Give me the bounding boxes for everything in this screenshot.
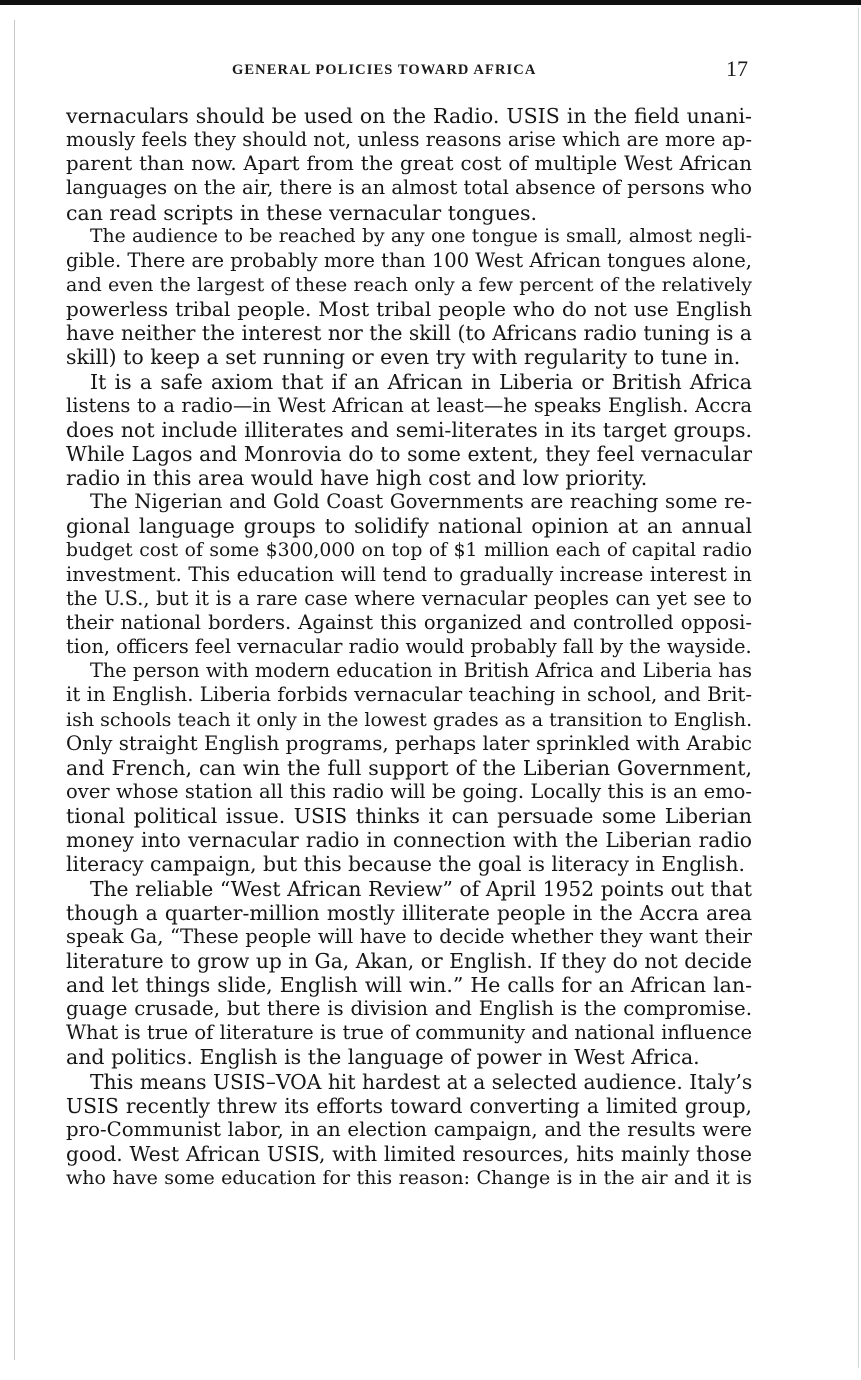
text-line: guage crusade, but there is division and English is the compromise.	[66, 997, 752, 1021]
text-line: have neither the interest nor the skill (to Africans radio tuning is a	[66, 321, 752, 346]
text-line: it in English. Liberia forbids vernacular teaching in school, and Brit-	[66, 683, 752, 707]
text-line: What is true of literature is true of community and national influence	[66, 1021, 752, 1045]
text-line: The audience to be reached by any one tongue is small, almost negli-	[90, 225, 752, 247]
text-line: gional language groups to solidify national opinion at an annual	[66, 514, 752, 539]
text-line: It is a safe axiom that if an African in Liberia or British Africa	[90, 369, 752, 394]
top-border-rule	[0, 0, 861, 5]
left-margin-rule	[14, 20, 15, 1360]
text-line: who have some education for this reason: Change is in the air and it is	[66, 1167, 752, 1190]
text-line: languages on the air, there is an almost total absence of persons who	[66, 176, 752, 200]
text-line: and French, can win the full support of the Liberian Government,	[66, 755, 752, 780]
text-line: listens to a radio—in West African at least—he speaks English. Accra	[66, 393, 752, 417]
text-line: literacy campaign, but this because the goal is literacy in English.	[66, 852, 745, 877]
text-line: mously feels they should not, unless reasons arise which are more ap-	[66, 128, 752, 152]
text-line: their national borders. Against this organized and controlled opposi-	[66, 610, 752, 634]
text-line: While Lagos and Monrovia do to some extent, they feel vernacular	[66, 441, 752, 466]
text-line: USIS recently threw its efforts toward converting a limited group,	[66, 1093, 752, 1118]
page-number: 17	[726, 56, 748, 81]
text-line: skill) to keep a set running or even try with regularity to tune in.	[66, 345, 741, 370]
text-line: does not include illiterates and semi-literates in its target groups.	[66, 417, 752, 442]
text-line: and even the largest of these reach only a few percent of the relatively	[66, 273, 752, 296]
text-line: The person with modern education in British Africa and Liberia has	[90, 659, 752, 683]
text-line: ish schools teach it only in the lowest grades as a transition to English.	[66, 708, 753, 731]
text-line: vernaculars should be used on the Radio. USIS in the field unani-	[66, 104, 752, 128]
text-line: the U.S., but it is a rare case where vernacular peoples can yet see to	[66, 586, 752, 610]
right-margin-rule	[858, 8, 859, 1368]
text-line: budget cost of some $300,000 on top of $1 million each of capital radio	[66, 539, 752, 561]
text-line: The Nigerian and Gold Coast Governments are reaching some re-	[90, 490, 752, 514]
text-line: gible. There are probably more than 100 West African tongues alone,	[66, 248, 752, 272]
text-line: speak Ga, “These people will have to decide whether they want their	[66, 924, 752, 948]
text-line: good. West African USIS, with limited resources, hits mainly those	[66, 1142, 752, 1167]
text-line: tion, officers feel vernacular radio would probably fall by the wayside.	[66, 635, 752, 659]
text-line: powerless tribal people. Most tribal people who do not use English	[66, 297, 752, 322]
text-line: literature to grow up in Ga, Akan, or English. If they do not decide	[66, 948, 752, 973]
text-line: money into vernacular radio in connection with the Liberian radio	[66, 828, 752, 853]
text-line: over whose station all this radio will be going. Locally this is an emo-	[66, 779, 752, 803]
text-line: This means USIS–VOA hit hardest at a selected audience. Italy’s	[90, 1069, 753, 1094]
text-line: though a quarter-million mostly illiterate people in the Accra area	[66, 900, 752, 925]
running-head-title: GENERAL POLICIES TOWARD AFRICA	[232, 62, 537, 78]
text-line: parent than now. Apart from the great cost of multiple West African	[66, 152, 752, 176]
text-line: and let things slide, English will win.” He calls for an African lan-	[66, 973, 752, 998]
body-text	[66, 104, 752, 1190]
text-line: The reliable “West African Review” of April 1952 points out that	[90, 876, 752, 901]
text-line: investment. This education will tend to gradually increase interest in	[66, 562, 752, 586]
text-line: pro-Communist labor, in an election campaign, and the results were	[66, 1117, 752, 1141]
text-line: and politics. English is the language of power in West Africa.	[66, 1045, 700, 1070]
text-line: Only straight English programs, perhaps later sprinkled with Arabic	[66, 731, 752, 755]
text-line: tional political issue. USIS thinks it can persuade some Liberian	[66, 804, 752, 829]
text-line: radio in this area would have high cost and low priority.	[66, 466, 648, 491]
text-line: can read scripts in these vernacular tongues.	[66, 200, 537, 225]
